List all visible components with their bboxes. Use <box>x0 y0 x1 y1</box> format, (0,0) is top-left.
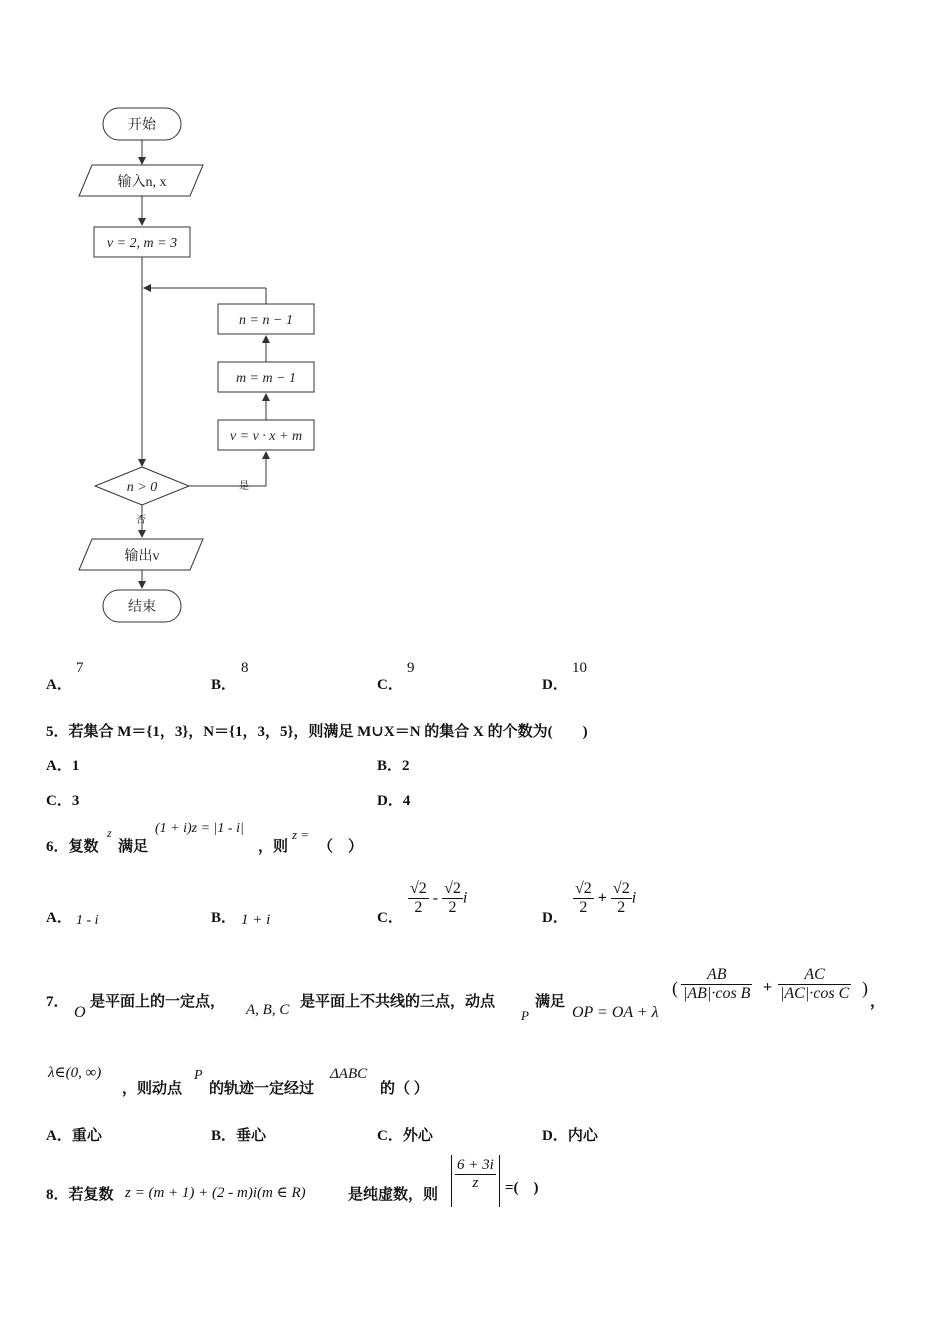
q8-equation: z = (m + 1) + (2 - m)i(m ∈ R) <box>125 1185 306 1201</box>
q7-option-c-value: 外心 <box>402 1128 433 1144</box>
q6-option-b-letter[interactable]: B． <box>211 910 237 926</box>
q8-number: 8．若复数 <box>46 1187 114 1203</box>
q6-z: z <box>107 826 112 840</box>
q5-option-b[interactable] <box>377 754 410 775</box>
q5-option-c-letter: C． <box>46 793 72 809</box>
q7-comma: ， <box>870 994 886 1010</box>
q6-number: 6．复数 <box>46 839 99 855</box>
yes-label: 是 <box>239 481 249 492</box>
q5-option-b-value: 2 <box>402 758 410 774</box>
q4-option-b-value: 8 <box>241 660 249 676</box>
n-update-label: n = n − 1 <box>239 313 293 328</box>
q7-text2: 是平面上不共线的三点，动点 <box>300 994 496 1010</box>
q7-option-c[interactable] <box>377 1124 433 1145</box>
q7-text1: 是平面上的一定点， <box>90 994 226 1010</box>
q8-fraction <box>455 1157 496 1192</box>
q7-option-d-value: 内心 <box>567 1128 598 1144</box>
q7-frac1-num: AB <box>681 966 752 985</box>
q6-option-c-value <box>408 880 467 917</box>
q7-text6: 的（ ） <box>380 1081 429 1097</box>
q6-equation: (1 + i)z = |1 - i| <box>155 821 244 836</box>
q6-d-i: i <box>631 889 637 907</box>
m-update-label: m = m − 1 <box>235 371 297 386</box>
q7-frac1 <box>681 966 752 1003</box>
output-label: 输出v <box>124 549 160 564</box>
q7-lambda: λ∈(0, ∞) <box>48 1065 102 1081</box>
q8-frac-num: 6 + 3i <box>457 1157 494 1173</box>
q5-option-d[interactable] <box>377 789 410 810</box>
q7-frac2-den: |AC|·cos C <box>780 985 850 1002</box>
q7-option-a-letter: A． <box>46 1128 72 1144</box>
q5-option-c[interactable] <box>46 789 79 810</box>
q4-option-a-letter[interactable]: A． <box>46 677 72 693</box>
q6-d-den2: 2 <box>617 899 626 916</box>
q5-option-a-letter: A． <box>46 758 72 774</box>
q6-c-num1: √2 <box>410 880 427 897</box>
q7-text5: 的轨迹一定经过 <box>209 1081 315 1097</box>
q4-option-c-value: 9 <box>407 660 415 676</box>
q7-frac2-num: AC <box>778 966 851 985</box>
q6-option-c-letter[interactable]: C． <box>377 910 403 926</box>
condition-label: n > 0 <box>126 480 158 495</box>
q6-c-i: i <box>462 889 468 907</box>
init-label: v = 2, m = 3 <box>106 236 178 251</box>
q6-z-equals: z = <box>292 827 310 842</box>
q4-option-b-letter[interactable]: B． <box>211 677 237 693</box>
q7-option-d[interactable] <box>542 1124 598 1145</box>
q6-c-num2: √2 <box>444 880 461 897</box>
q6-option-b-value: 1 + i <box>241 912 271 928</box>
q6-d-num2: √2 <box>612 880 630 897</box>
q6-then: ，则 <box>258 839 289 855</box>
q5-option-b-letter: B． <box>377 758 403 774</box>
q8-text1: 是纯虚数，则 <box>348 1187 439 1203</box>
q8-abs-right <box>499 1155 500 1207</box>
q4-option-d-letter[interactable]: D． <box>542 677 568 693</box>
q6-option-a-letter[interactable]: A． <box>46 910 72 926</box>
q4-option-d-value: 10 <box>572 660 587 676</box>
q7-P2: P <box>194 1068 203 1083</box>
q5-option-d-letter: D． <box>377 793 403 809</box>
q6-c-den2: 2 <box>448 899 457 916</box>
q6-blank: （ ） <box>318 839 364 855</box>
q5-option-a[interactable] <box>46 754 79 775</box>
q7-option-b-value: 垂心 <box>236 1128 267 1144</box>
q7-ABC: A, B, C <box>246 1002 290 1018</box>
q6-c-op: - <box>432 889 439 907</box>
q7-option-a[interactable] <box>46 1124 102 1145</box>
q8-abs-left <box>451 1155 452 1207</box>
q6-d-op: + <box>597 889 607 907</box>
q7-number: 7． <box>46 994 69 1010</box>
q5-option-c-value: 3 <box>71 793 80 809</box>
q4-option-c-letter[interactable]: C． <box>377 677 403 693</box>
q5-option-d-value: 4 <box>402 793 411 809</box>
q7-option-c-letter: C． <box>377 1128 403 1144</box>
q7-option-a-value: 重心 <box>71 1128 102 1144</box>
q6-option-a-value: 1 - i <box>76 913 99 928</box>
q6-satisfy: 满足 <box>118 839 149 855</box>
q8-frac-den: z <box>472 1175 479 1191</box>
v-update-label: v = v · x + m <box>229 429 303 444</box>
q7-equation: OP = OA + λ <box>572 1004 659 1021</box>
q7-text4: ，则动点 <box>122 1081 183 1097</box>
q7-triangle: ΔABC <box>330 1066 368 1082</box>
q6-d-den1: 2 <box>579 899 588 916</box>
q7-O: O <box>74 1004 86 1021</box>
q7-text3: 满足 <box>535 994 566 1010</box>
q7-option-b-letter: B． <box>211 1128 237 1144</box>
q6-option-d-value <box>573 880 636 917</box>
flowchart <box>0 0 400 640</box>
q7-open-paren: ( <box>672 978 678 998</box>
q7-close-paren: ) <box>862 978 868 998</box>
end-label: 结束 <box>128 600 156 615</box>
q5-stem: 5．若集合 M＝{1，3}，N＝{1，3，5}，则满足 M∪X＝N 的集合 X 的个数为( ) <box>46 724 588 740</box>
q7-P: P <box>521 1008 529 1023</box>
q7-frac1-den: |AB|·cos B <box>683 985 751 1002</box>
q7-frac2 <box>778 966 851 1003</box>
q4-option-a-value: 7 <box>76 660 84 676</box>
q7-option-b[interactable] <box>211 1124 266 1145</box>
q7-plus: + <box>763 979 773 996</box>
no-label: 否 <box>136 515 146 526</box>
q6-option-d-letter[interactable]: D． <box>542 910 568 926</box>
q6-c-den1: 2 <box>414 899 423 916</box>
q7-option-d-letter: D． <box>542 1128 568 1144</box>
q5-option-a-value: 1 <box>71 758 80 774</box>
input-label: 输入n, x <box>117 175 167 190</box>
q8-text2: =( ) <box>505 1180 539 1196</box>
start-label: 开始 <box>128 118 156 133</box>
q6-d-num1: √2 <box>575 880 592 897</box>
